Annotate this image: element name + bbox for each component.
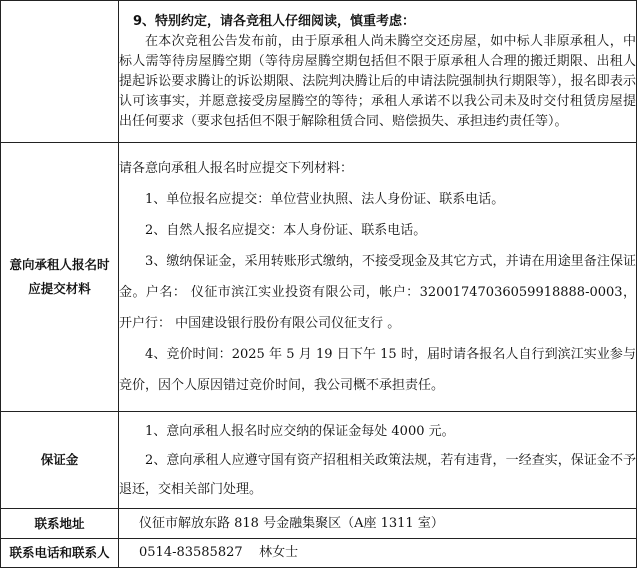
contact-row: [1, 539, 637, 568]
deposit-item: 1、意向承租人报名时应交纳的保证金每处 4000 元。: [145, 423, 455, 439]
contact-label: 联系电话和联系人: [1, 539, 119, 568]
materials-intro: 请各意向承租人报名时应提交下列材料：: [119, 161, 354, 176]
deposit-label: 保证金: [1, 412, 119, 509]
materials-label-cell: [1, 143, 119, 412]
special-agreement-heading: 9、特别约定，请各竞租人仔细阅读，慎重考虑：: [133, 13, 416, 29]
special-agreement-row: [1, 1, 637, 143]
materials-cell: [119, 143, 637, 412]
materials-item: 4、竞价时间：2025 年 5 月 19 日下午 15 时，届时请各报名人自行到滨江实业参与竞价，因个人原因错过竞价时间，我公司概不承担责任。: [119, 347, 636, 393]
address-row: [1, 509, 637, 539]
special-agreement-body: 在本次竞租公告发布前，由于原承租人尚未腾空交还房屋，如中标人非原承租人，中标人需等待房屋腾空期（等待房屋腾空期包括但不限于原承租人合理的搬迁期限、出租人提起诉讼要求腾让的诉讼期限、法院判决腾让后的申请法院强制执行期限等），报名即表示认可该事实，并愿意接受房屋腾空的等待；承租人承诺不以我公司未及时交付租赁房屋提出任何要求（要求包括但不限于解除租赁合同、赔偿损失、承担违约责任等）。: [119, 33, 636, 129]
materials-row: [1, 143, 637, 412]
address-label: 联系地址: [1, 509, 119, 539]
materials-item: 3、缴纳保证金，采用转账形式缴纳，不接受现金及其它方式，并请在用途里备注保证金。户名： 仪征市滨江实业投资有限公司，帐户：32001747036059918888-0003，开户行： 中国建设银行股份有限公司仪征支行 。: [119, 254, 636, 331]
deposit-item: 2、意向承租人应遵守国有资产招租相关政策法规，若有违背，一经查实，保证金不予退还，交相关部门处理。: [119, 452, 636, 497]
deposit-cell: [119, 412, 637, 509]
deposit-row: [1, 412, 637, 509]
materials-label-line2: 应提交材料: [28, 281, 91, 296]
materials-item: 1、单位报名应提交：单位营业执照、法人身份证、联系电话。: [145, 192, 505, 207]
materials-item: 2、自然人报名应提交：本人身份证、联系电话。: [145, 223, 427, 238]
special-agreement-cell: [119, 1, 637, 143]
materials-label-line1: 意向承租人报名时: [9, 257, 110, 272]
contact-value: 0514-83585827 林女士: [119, 539, 637, 568]
special-agreement-label-cell: [1, 1, 119, 143]
address-value: 仪征市解放东路 818 号金融集聚区（A座 1311 室）: [119, 509, 637, 539]
